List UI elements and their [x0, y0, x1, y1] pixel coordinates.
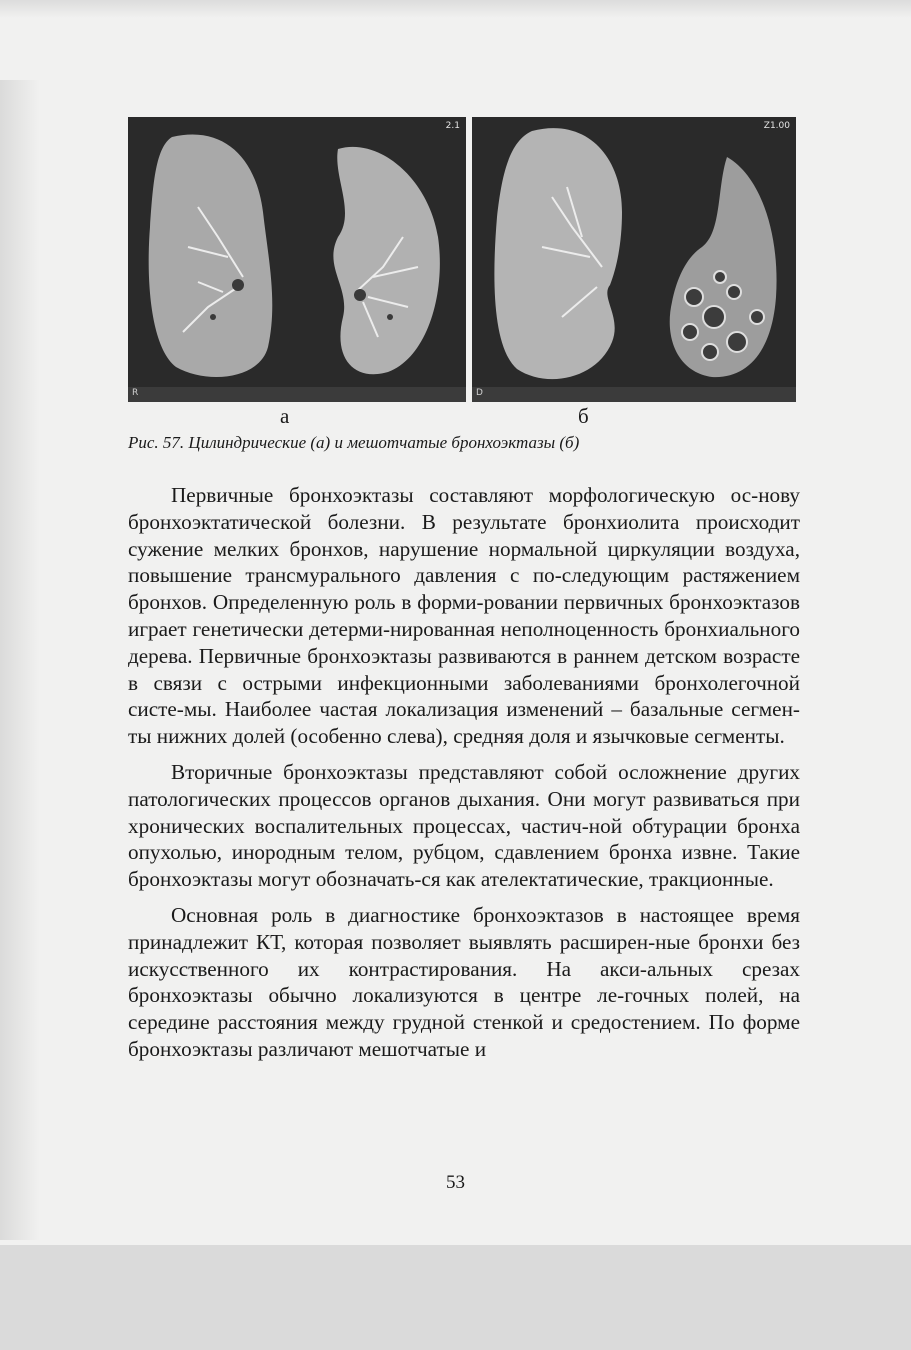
scan-side-tag: R: [132, 388, 139, 398]
scan-corner-tag: Z1.00: [763, 121, 790, 131]
paragraph-ct-diagnostics: Основная роль в диагностике бронхоэктазов в настоящее время принадлежит КТ, которая позволяет выявлять расширен-ные бронхи без искусственного их контрастирования. На акси-альных срезах бронхоэктазы обычно локализуются в центре ле-гочных полей, на середине расстояния между грудной стенкой и средостением. По форме бронхоэктазы различают мешотчатые и: [128, 902, 800, 1061]
ct-figure: [128, 117, 796, 402]
scan-side-tag: D: [476, 388, 483, 398]
paragraph-secondary-bronchiectasis: Вторичные бронхоэктазы представляют собой осложнение других патологических процессов органов дыхания. Они могут развиваться при хронических воспалительных процессах, частич-ной обтурации бронха опухолью, инородным телом, рубцом, сдавлением бронха извне. Такие бронхоэктазы могут обозначать-ся как ателектатические, тракционные.: [128, 759, 800, 892]
scan-binding-shadow: [0, 80, 40, 1240]
paragraph-primary-bronchiectasis: Первичные бронхоэктазы составляют морфологическую ос-нову бронхоэктатической болезни. В результате бронхиолита происходит сужение мелких бронхов, нарушение нормальной циркуляции воздуха, повышение трансмурального давления с по-следующим растяжением бронхов. Определенную роль в форми-ровании первичных бронхоэктазов играет генетически детерми-нированная неполноценность бронхиального дерева. Первичные бронхоэктазы развиваются в раннем детском возрасте в связи с острыми инфекционными заболеваниями бронхолегочной систе-мы. Наиболее частая локализация изменений – базальные сегмен-ты нижних долей (особенно слева), средняя доля и язычковые сегменты.: [128, 483, 800, 749]
body-text: [128, 482, 800, 1072]
scan-corner-tag: 2.1: [445, 121, 460, 131]
ct-scan-saccular: [472, 117, 796, 402]
ct-scan-cylindrical: [128, 117, 466, 402]
scan-top-shadow: [0, 0, 911, 18]
subfigure-label-b: б: [578, 404, 589, 428]
subfigure-label-a: а: [280, 404, 290, 428]
page-number: 53: [446, 1172, 465, 1193]
figure-caption: Рис. 57. Цилиндрические (а) и мешотчатые бронхоэктазы (б): [128, 433, 580, 452]
scan-bottom-margin: [0, 1245, 911, 1350]
